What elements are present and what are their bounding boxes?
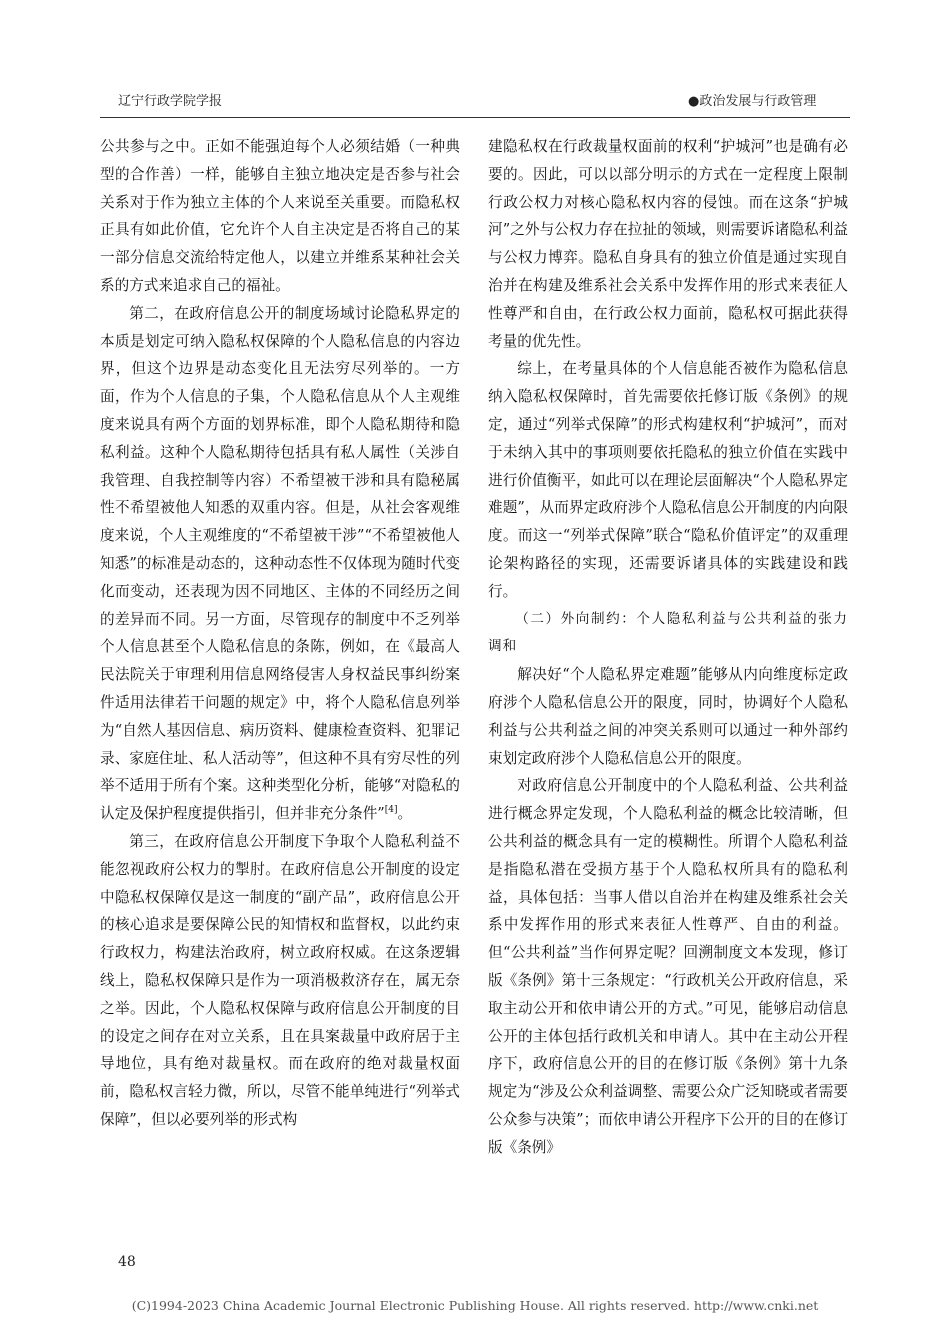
- paragraph-text: 第二，在政府信息公开的制度场域讨论隐私界定的本质是划定可纳入隐私权保障的个人隐私信息的内容边界，但这个边界是动态变化且无法穷尽列举的。一方面，作为个人信息的子集，个人隐私信息从个人主观维度来说具有两个方面的划界标准，即个人隐私期待和隐私利益。这种个人隐私期待包括具有私人属性（关涉自我管理、自我控制等内容）不希望被干涉和具有隐秘属性不希望被他人知悉的双重内容。但是，从社会客观维度来说，个人主观维度的“不希望被干涉”“不希望被他人知悉”的标准是动态的，这种动态性不仅体现为随时代变化而变动，还表现为因不同地区、主体的不同经历之间的差异而不同。另一方面，尽管现存的制度中不乏列举个人信息甚至个人隐私信息的条陈，例如，在《最高人民法院关于审理利用信息网络侵害人身权益民事纠纷案件适用法律若干问题的规定》中，将个人隐私信息列举为“自然人基因信息、病历资料、健康检查资料、犯罪记录、家庭住址、私人活动等”，但这种不具有穷尽性的列举不适用于所有个案。这种类型化分析，能够“对隐私的认定及保护程度提供指引，但并非充分条件”: [100, 304, 460, 823]
- paragraph: 第三，在政府信息公开制度下争取个人隐私利益不能忽视政府公权力的掣肘。在政府信息公开制度的设定中隐私权保障仅是这一制度的“副产品”，政府信息公开的核心追求是要保障公民的知情权和监督权，以此约束行政权力，构建法治政府，树立政府权威。在这条逻辑线上，隐私权保障只是作为一项消极救济存在，属无奈之举。因此，个人隐私权保障与政府信息公开制度的目的设定之间存在对立关系，且在具案裁量中政府居于主导地位，具有绝对裁量权。而在政府的绝对裁量权面前，隐私权言轻力微，所以，尽管不能单纯进行“列举式保障”，但以必要列举的形式构: [100, 832, 460, 1128]
- paragraph-end: 。: [397, 805, 413, 823]
- header-divider: [100, 117, 850, 118]
- section-subheading: （二）外向制约：个人隐私利益与公共利益的张力调和: [488, 610, 848, 655]
- paragraph: 公共参与之中。正如不能强迫每个人必须结婚（一种典型的合作善）一样，能够自主独立地决定是否参与社会关系对于作为独立主体的个人来说至关重要。而隐私权正具有如此价值，它允许个人自主决定是否将自己的某一部分信息交流给特定他人，以建立并维系某种社会关系的方式来追求自己的福祉。: [100, 138, 460, 294]
- copyright-notice: (C)1994-2023 China Academic Journal Electronic Publishing House. All rights reserved. http://www.cnki.net: [131, 1298, 819, 1313]
- citation-ref[interactable]: [4]: [384, 805, 398, 816]
- journal-title: 辽宁行政学院学报: [118, 94, 223, 109]
- paragraph: [100, 300, 460, 828]
- right-column: [488, 133, 848, 1161]
- page-number: 48: [118, 1254, 136, 1270]
- left-column: [100, 133, 460, 1134]
- paragraph: 对政府信息公开制度中的个人隐私利益、公共利益进行概念界定发现，个人隐私利益的概念比较清晰，但公共利益的概念具有一定的模糊性。所谓个人隐私利益是指隐私潜在受损方基于个人隐私权所具有的隐私利益，具体包括：当事人借以自治并在构建及维系社会关系中发挥作用的形式来表征人性尊严、自由的利益。但“公共利益”当作何界定呢？回溯制度文本发现，修订版《条例》第十三条规定：“行政机关公开政府信息，采取主动公开和依申请公开的方式。”可见，能够启动信息公开的主体包括行政机关和申请人。其中在主动公开程序下，政府信息公开的目的在修订版《条例》第十九条规定为“涉及公众利益调整、需要公众广泛知晓或者需要公众参与决策”；而依申请公开程序下公开的目的在修订版《条例》: [488, 777, 848, 1156]
- paragraph: 建隐私权在行政裁量权面前的权利“护城河”也是确有必要的。因此，可以以部分明示的方式在一定程度上限制行政公权力对核心隐私权内容的侵蚀。而在这条“护城河”之外与公权力存在拉扯的领域，则需要诉诸隐私利益与公权力博弈。隐私自身具有的独立价值是通过实现自治并在构建及维系社会关系中发挥作用的形式来表征人性尊严和自由，在行政公权力面前，隐私权可据此获得考量的优先性。: [488, 138, 848, 350]
- paragraph: 解决好“个人隐私界定难题”能够从内向维度标定政府涉个人隐私信息公开的限度，同时，协调好个人隐私利益与公共利益之间的冲突关系则可以通过一种外部约束划定政府涉个人隐私信息公开的限度。: [488, 666, 848, 767]
- section-title: ●政治发展与行政管理: [688, 94, 817, 109]
- paragraph: 综上，在考量具体的个人信息能否被作为隐私信息纳入隐私权保障时，首先需要依托修订版《条例》的规定，通过“列举式保障”的形式构建权利“护城河”，而对于未纳入其中的事项则要依托隐私的独立价值在实践中进行价值衡平，如此可以在理论层面解决“个人隐私界定难题”，从而界定政府涉个人隐私信息公开制度的内向限度。而这一“列举式保障”联合“隐私价值评定”的双重理论架构路径的实现，还需要诉诸具体的实践建设和践行。: [488, 360, 848, 600]
